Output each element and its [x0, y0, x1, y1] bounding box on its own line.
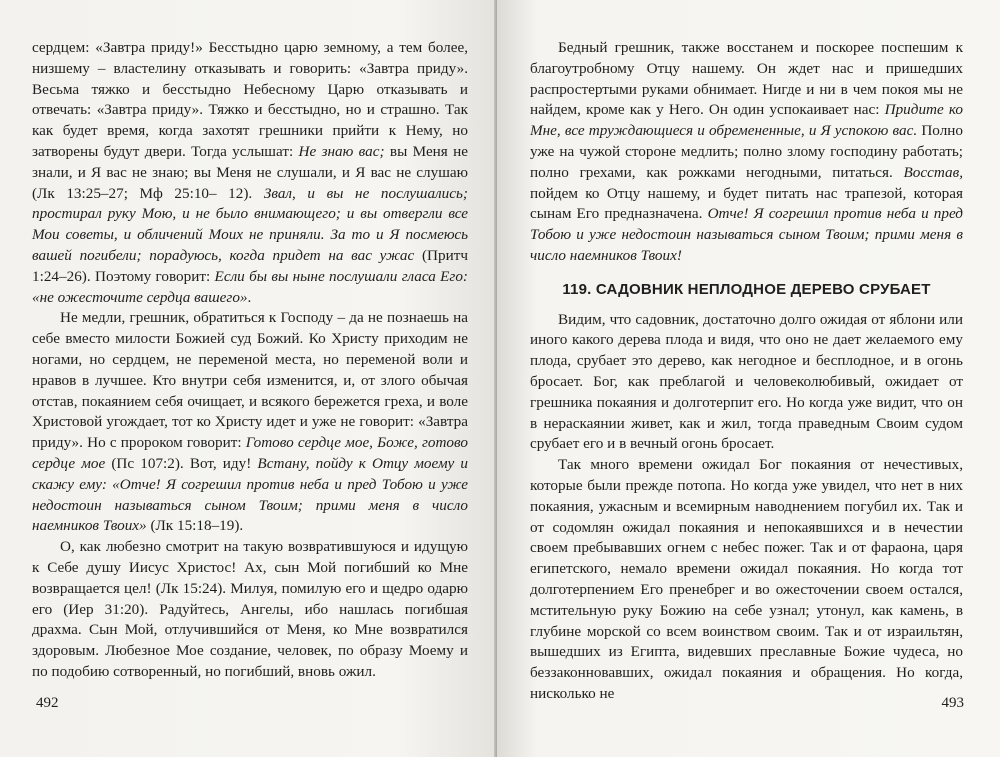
- paragraph: [530, 310, 963, 456]
- text-segment: Так много времени ожидал Бог покаяния от нечестивых, которые были прежде потопа. Но когда уже увидел, что нет в них покаяния, ужасным и всемирным наводнением погубил их. Так и от содомлян ожидал покаяния и непокаявшихся и в нечестии своем пребывавших огнем с небес пожег. Так и от фараона, царя египетского, немало времени ожидал покаяния. Но когда тот долготерпением Его пренебрег и во ожесточении своем остался, мстительную руку Божию на себе узнал; утонул, как камень, в глубине морской со всем воинством своим. Так и от израильтян, вышедших из Египта, видевших преславные Божие чудеса, но беззаконновавших, ожидал покаяния и обращения. Но когда, нисколько не: [530, 456, 963, 702]
- paragraph: [32, 537, 468, 683]
- text-segment: сердцем: «Завтра приду!» Бесстыдно царю земному, а тем более, низшему – властелину отказывать и говорить: «Завтра приду». Весьма тяжко и бесстыдно Небесному Царю отказывать и отвечать: «Завтра приду». Тяжко и бесстыдно, но и страшно. Так как будет время, когда захотят грешники прийти к Нему, но затворены будут двери. Тогда услышат:: [32, 39, 468, 160]
- text-segment: .: [247, 288, 252, 306]
- left-page-number: 492: [36, 695, 59, 711]
- text-segment: пойдем ко Отцу нашему, и будет питать нас трапезой, которая сынам Его предназначена.: [530, 184, 963, 223]
- text-segment: (Притч 1:24–26). Поэтому говорит:: [32, 246, 468, 285]
- text-segment: Полно уже на чужой стороне медлить; полно злому господину работать; полно грехами, как рожками негодными, питаться.: [530, 122, 963, 181]
- text-segment: (Пс 107:2). Вот, иду!: [105, 454, 258, 472]
- italic-quote-segment: Звал, и вы не послушались; простирал руку Мою, и не было внимающего; и вы отвергли все Мои советы, и обличений Моих не приняли. За то и Я посмеюсь вашей погибели; порадуюсь, когда придет на вас ужас: [32, 184, 468, 264]
- text-segment: О, как любезно смотрит на такую возвратившуюся и идущую к Себе душу Иисус Христос! Ах, сын Мой погибший ко Мне возвращается цел! (Лк 15:24). Милуя, помилую его и щедро одарю его (Иер 31:20). Радуйтесь, Ангелы, ибо нашлась погибшая драхма. Сын Мой, отлучившийся от Меня, ко Мне возвратился здоровым. Любезное Мое создание, человек, по образу Моему и по подобию сотворенный, но погибший, вновь ожил.: [32, 538, 468, 680]
- italic-quote-segment: Если бы вы ныне послушали гласа Его: «не ожесточите сердца вашего»: [32, 267, 468, 306]
- right-page: [497, 0, 1000, 757]
- text-segment: Видим, что садовник, достаточно долго ожидая от яблони или иного какого дерева плода и видя, что оно не дает желаемого ему плода, срубает это дерево, как негодное и бесплодное, и в огонь бросает. Бог, как преблагой и человеколюбивый, ожидает от грешника покаяния и долготерпит его. Но когда уже видит, что он в нераскаянии живет, как и жил, тогда праведным Своим судом срубает его и в вечный огонь бросает.: [530, 310, 963, 453]
- text-segment: Бедный грешник, также восстанем и поскорее поспешим к благоутробному Отцу нашему. Он ждет нас и пришедших распростертыми руками обнимает. Нигде и ни в чем покоя мы не найдем, кроме как у Него. Он один успокаивает нас:: [530, 39, 963, 119]
- right-page-number: 493: [941, 695, 964, 711]
- text-segment: вы Меня не знали, и Я вас не знаю; вы Меня не слушали, и Я вас не слушаю (Лк 13:25–27; Мф 25:10– 12).: [32, 142, 469, 202]
- italic-quote-segment: Встану, пойду к Отцу моему и скажу ему: «Отче! Я согрешил против неба и пред Тобою и уже недостоин называться сыном Твоим; прими меня в число наемников Твоих»: [32, 454, 468, 535]
- italic-quote-segment: Не знаю вас;: [298, 142, 385, 160]
- italic-quote-segment: Отче! Я согрешил против неба и пред Тобою и уже недостоин называться сыном Твоим; прими меня в число наемников Твоих!: [530, 205, 963, 264]
- italic-quote-segment: Придите ко Мне, все труждающиеся и обремененные, и Я успокою вас.: [530, 101, 963, 140]
- paragraph: [32, 38, 468, 308]
- italic-quote-segment: Готово сердце мое, Боже, готово сердце мое: [32, 434, 469, 472]
- section-heading: 119. САДОВНИК НЕПЛОДНОЕ ДЕРЕВО СРУБАЕТ: [562, 280, 931, 298]
- text-segment: (Лк 15:18–19).: [146, 517, 244, 535]
- paragraph: [530, 38, 963, 267]
- paragraph: [530, 455, 963, 705]
- left-page: [0, 0, 497, 757]
- paragraph: [32, 308, 468, 537]
- text-segment: Не медли, грешник, обратиться к Господу – да не познаешь на себе вместо милости Божией суд Божий. Ко Христу приходим не ногами, но сердцем, не переменой места, но переменой воли и нравов в лучшее. Кто внутри себя изменится, и, от злого обычая отстав, покаянием себя очищает, и всякого бережется греха, и воле Христовой угождает, тот ко Христу идет и уже не говорит: «Завтра приду». Но с пророком говорит:: [32, 309, 468, 452]
- left-page-text: [32, 38, 468, 683]
- right-page-text: [530, 38, 963, 705]
- italic-quote-segment: Восстав,: [903, 163, 963, 181]
